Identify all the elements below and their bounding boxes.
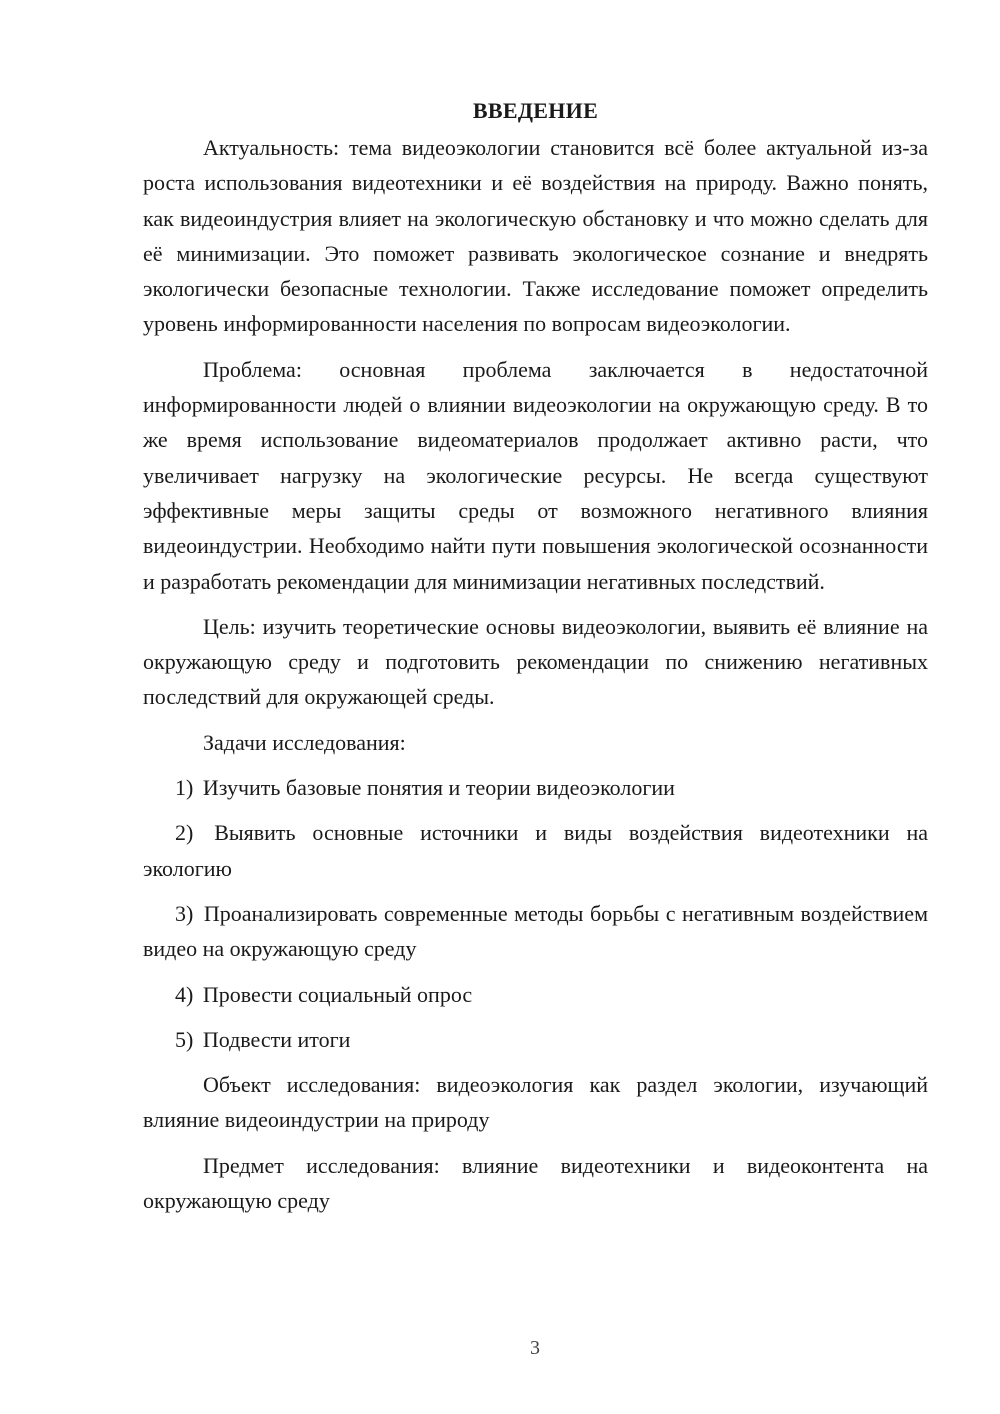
- task-text: Провести социальный опрос: [202, 981, 473, 1007]
- section-heading: ВВЕДЕНИЕ: [472, 98, 599, 123]
- task-text: Выявить основные источники и виды воздействия видеотехники на экологию: [143, 820, 928, 881]
- task-item: [143, 770, 928, 805]
- task-number: 2): [175, 820, 194, 846]
- task-item: [143, 1022, 928, 1057]
- task-number: 5): [175, 1026, 194, 1052]
- paragraph-problem: Проблема: основная проблема заключается в недостаточной информированности людей о влиянии видеоэкологии на окружающую среду. В то же время использование видеоматериалов продолжает активно расти, что увеличивает нагрузку на экологические ресурсы. Не всегда существуют эффективные меры защиты среды от возможного негативного влияния видеоиндустрии. Необходимо найти пути повышения экологической осознанности и разработать рекомендации для минимизации негативных последствий.: [143, 356, 928, 594]
- task-text: Проанализировать современные методы борьбы с негативным воздействием видео на окружающую среду: [143, 900, 928, 962]
- paragraph-subject: Предмет исследования: влияние видеотехники и видеоконтента на окружающую среду: [143, 1152, 928, 1214]
- paragraph-object: Объект исследования: видеоэкология как раздел экологии, изучающий влияние видеоиндустрии на природу: [143, 1072, 928, 1133]
- task-number: 4): [175, 981, 194, 1007]
- task-number: 1): [175, 775, 194, 801]
- document-page: [143, 96, 928, 1228]
- paragraph-relevance: Актуальность: тема видеоэкологии становится всё более актуальной из-за роста использования видеотехники и её воздействия на природу. Важно понять, как видеоиндустрия влияет на экологическую обстановку и что можно сделать для её минимизации. Это поможет развивать экологическое сознание и внедрять экологически безопасные технологии. Также исследование поможет определить уровень информированности населения по вопросам видеоэкологии.: [143, 135, 928, 337]
- page-number: 3: [530, 1337, 540, 1359]
- task-item: [143, 977, 928, 1012]
- paragraph-goal: Цель: изучить теоретические основы видеоэкологии, выявить её влияние на окружающую среду и подготовить рекомендации по снижению негативных последствий для окружающей среды.: [143, 613, 928, 710]
- task-item: [143, 815, 928, 886]
- task-number: 3): [175, 900, 194, 926]
- task-item: [143, 896, 928, 967]
- task-text: Подвести итоги: [202, 1026, 351, 1052]
- task-text: Изучить базовые понятия и теории видеоэкологии: [202, 775, 675, 801]
- paragraph-tasks-heading: Задачи исследования:: [203, 729, 406, 755]
